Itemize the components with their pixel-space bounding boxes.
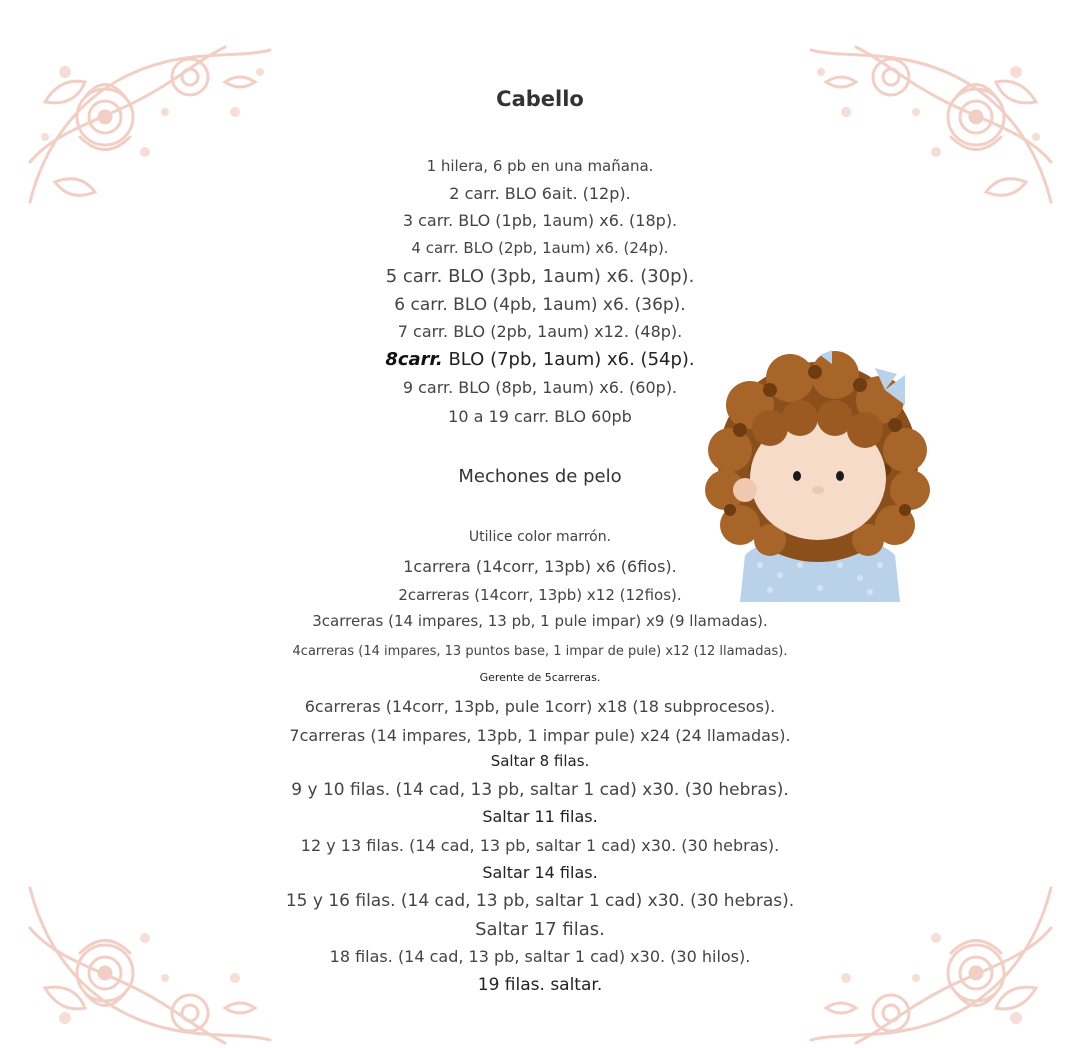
- pattern-row: 2 carr. BLO 6ait. (12p).: [449, 184, 631, 203]
- row-instructions: BLO (7pb, 1aum) x6. (54p).: [448, 349, 695, 370]
- pattern-row: 1 hilera, 6 pb en una mañana.: [426, 157, 654, 175]
- pattern-row: 5 carr. BLO (3pb, 1aum) x6. (30p).: [385, 266, 695, 287]
- pattern-row: Saltar 14 filas.: [482, 863, 598, 882]
- pattern-row: 9 y 10 filas. (14 cad, 13 pb, saltar 1 cad) x30. (30 hebras).: [291, 780, 789, 800]
- pattern-row: Utilice color marrón.: [468, 529, 612, 545]
- pattern-row: 4carreras (14 impares, 13 puntos base, 1 impar de pule) x12 (12 llamadas).: [292, 644, 788, 659]
- pattern-row: 19 filas. saltar.: [477, 975, 603, 995]
- pattern-row: Saltar 8 filas.: [490, 752, 590, 770]
- amigurumi-doll-image: [700, 350, 935, 602]
- pattern-row: 18 filas. (14 cad, 13 pb, saltar 1 cad) x30. (30 hilos).: [329, 947, 751, 966]
- pattern-row: 12 y 13 filas. (14 cad, 13 pb, saltar 1 cad) x30. (30 hebras).: [300, 836, 780, 855]
- pattern-row: Gerente de 5carreras.: [479, 671, 601, 684]
- pattern-row: Saltar 17 filas.: [475, 919, 605, 940]
- pattern-row: 7carreras (14 impares, 13pb, 1 impar pule) x24 (24 llamadas).: [289, 726, 791, 745]
- pattern-row: Saltar 11 filas.: [482, 807, 598, 826]
- pattern-row: 4 carr. BLO (2pb, 1aum) x6. (24p).: [411, 239, 669, 257]
- row-number: 8carr.: [385, 349, 443, 370]
- pattern-row: 3carreras (14 impares, 13 pb, 1 pule impar) x9 (9 llamadas).: [312, 612, 768, 630]
- pattern-row: 2carreras (14corr, 13pb) x12 (12fios).: [398, 586, 682, 604]
- pattern-row: 1carrera (14corr, 13pb) x6 (6fios).: [403, 557, 677, 576]
- pattern-row: 10 a 19 carr. BLO 60pb: [448, 407, 632, 426]
- pattern-row: 9 carr. BLO (8pb, 1aum) x6. (60p).: [402, 378, 678, 397]
- page-title: Cabello: [496, 87, 584, 111]
- pattern-row: 3 carr. BLO (1pb, 1aum) x6. (18p).: [402, 211, 678, 230]
- section-title: Mechones de pelo: [458, 466, 622, 487]
- pattern-row: 15 y 16 filas. (14 cad, 13 pb, saltar 1 cad) x30. (30 hebras).: [285, 891, 795, 911]
- pattern-row: 6 carr. BLO (4pb, 1aum) x6. (36p).: [394, 295, 686, 315]
- pattern-row: 7 carr. BLO (2pb, 1aum) x12. (48p).: [397, 322, 683, 341]
- pattern-row: 6carreras (14corr, 13pb, pule 1corr) x18 (18 subprocesos).: [304, 697, 776, 716]
